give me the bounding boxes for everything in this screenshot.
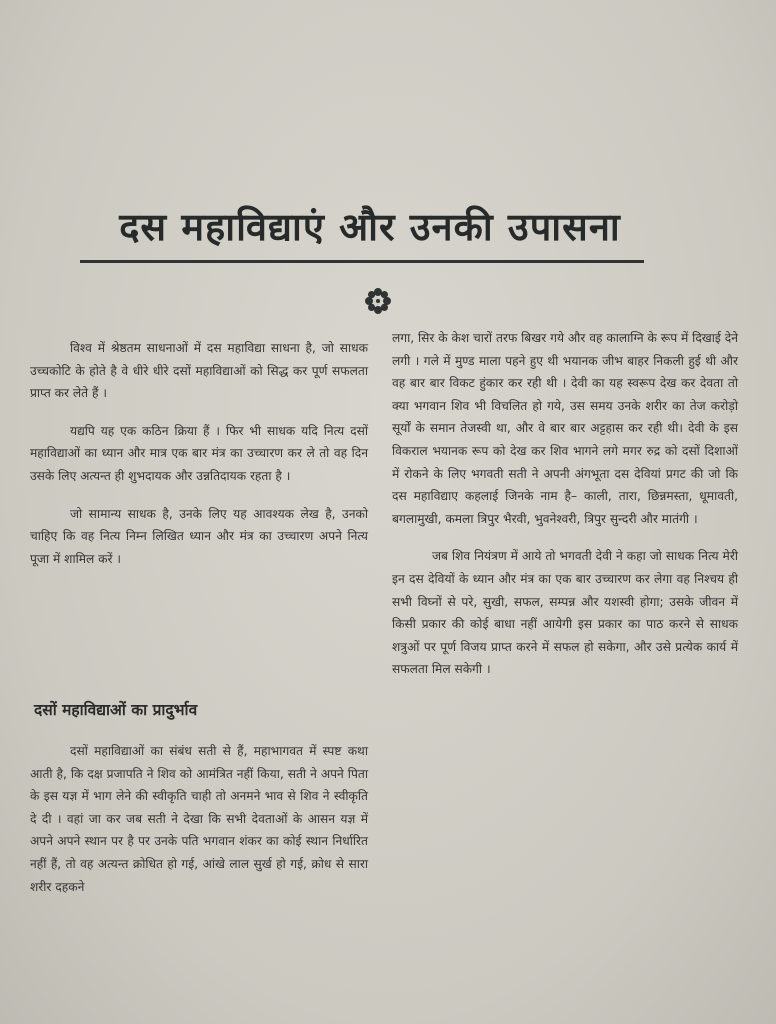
left-column xyxy=(30,337,368,585)
flower-ornament-icon xyxy=(364,287,392,315)
section-heading: दसों महाविद्याओं का प्रादुर्भाव xyxy=(34,701,198,719)
right-column xyxy=(392,327,738,696)
difficulty-paragraph: यद्यपि यह एक कठिन क्रिया हैं । फिर भी साधक यदि नित्य दसों महाविद्याओं का ध्यान और मात्र एक बार मंत्र का उच्चारण कर ले तो वह दिन उसके लिए अत्यन्त ही शुभदायक और उन्नतिदायक रहता है । xyxy=(30,423,368,483)
page-title: दस महाविद्याएं और उनकी उपासना xyxy=(119,205,621,249)
practice-paragraph: जो सामान्य साधक है, उनके लिए यह आवश्यक लेख है, उनको चाहिए कि वह नित्य निम्न लिखित ध्यान और मंत्र का उच्चारण अपने नित्य पूजा में शामिल करें । xyxy=(30,506,368,566)
title-underline xyxy=(80,260,644,263)
continued-paragraph: लगा, सिर के केश चारों तरफ बिखर गये और वह कालाग्नि के रूप में दिखाई देने लगी । गले में मुण्ड माला पहने हुए थी भयानक जीभ बाहर निकली हुई थी और वह बार बार विकट हुंकार कर रही थी । देवी का यह स्वरूप देख कर देवता तो क्या भगवान शिव भी विचलित हो गये, उस समय उनके शरीर का तेज करोड़ो सूर्यों के समान तेजस्वी था, और वे बार बार अट्टहास कर रही थी। देवी के इस विकराल भयानक रूप को देख कर शिव भागने लगे मगर रुद्र को दसों दिशाओं में रोकने के लिए भगवती सती ने अपनी अंगभूता दस देवियां प्रगट की जो कि दस महाविद्याए कहलाई जिनके नाम है– काली, तारा, छिन्नमस्ता, धूमावती, बगलामुखी, कमला त्रिपुर भैरवी, भुवनेश्वरी, त्रिपुर सुन्दरी और मातंगी । xyxy=(392,331,739,526)
left-column-section xyxy=(30,740,368,913)
origin-paragraph: दसों महाविद्याओं का संबंध सती से हैं, महाभागवत में स्पष्ट कथा आती है, कि दक्ष प्रजापति ने शिव को आमंत्रित नहीं किया, सती ने अपने पिता के इस यज्ञ में भाग लेने की स्वीकृति चाही तो अनमने भाव से शिव ने स्वीकृति दे दी । वहां जा कर जब सती ने देखा कि सभी देवताओं के आसन यज्ञ में अपने अपने स्थान पर है पर उनके पति भगवान शंकर का कोई स्थान निर्धारित नहीं हैं, तो वह अत्यन्त क्रोधित हो गई, आंखे लाल सुर्ख हो गई, क्रोध से सारा शरीर दहकने xyxy=(30,744,368,894)
blessing-paragraph: जब शिव नियंत्रण में आये तो भगवती देवी ने कहा जो साधक नित्य मेरी इन दस देवियों के ध्यान और मंत्र का एक बार उच्चारण कर लेगा वह निश्चय ही सभी विघ्नों से परे, सुखी, सफल, सम्पन्न और यशस्वी होगा; उसके जीवन में किसी प्रकार की कोई बाधा नहीं आयेगी इस प्रकार का पाठ करने से साधक शत्रुओं पर पूर्ण विजय प्राप्त करने में सफल हो सकेगा, और उसे प्रत्येक कार्य में सफलता मिल सकेगी । xyxy=(392,549,738,677)
intro-paragraph: विश्व में श्रेष्ठतम साधनाओं में दस महाविद्या साधना है, जो साधक उच्चकोटि के होते है वे धीरे धीरे दसों महाविद्याओं को सिद्ध कर पूर्ण सफलता प्राप्त कर लेते हैं । xyxy=(30,341,368,401)
